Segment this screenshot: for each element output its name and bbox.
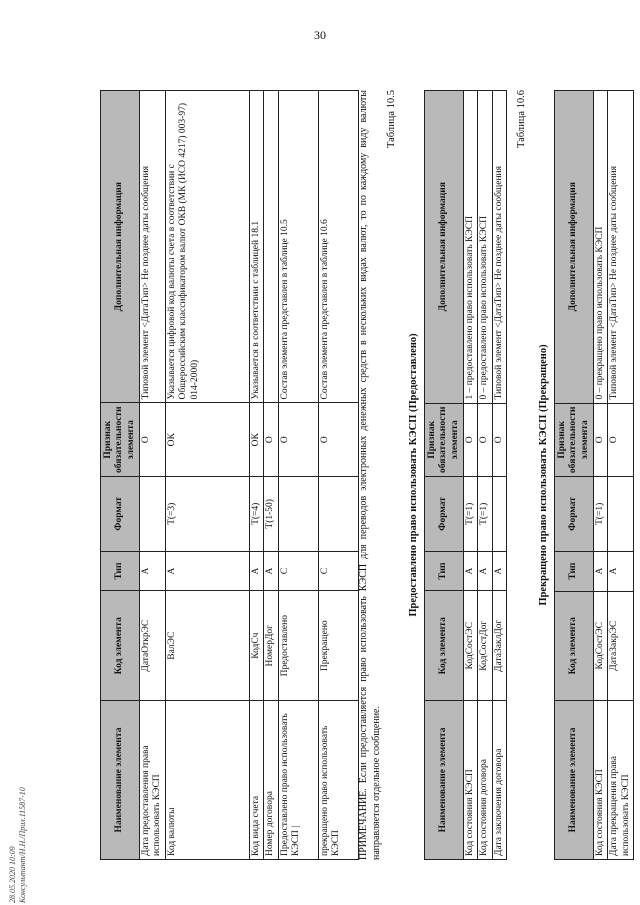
cell-info: Типовой элемент <ДатаТип> Не позднее даты сообщения — [492, 91, 506, 404]
table-row — [249, 91, 263, 860]
cell-info: 0 – прекращено право использовать КЭСП — [594, 91, 608, 404]
cell-code: КодСостЭС — [594, 591, 608, 700]
header-required: Признак обязательности элемента — [555, 403, 594, 477]
cell-name: Код вида счета — [249, 700, 263, 859]
table-row — [140, 91, 166, 860]
cell-type: А — [249, 551, 263, 591]
cell-info: Состав элемента представлен в таблице 10.6 — [318, 91, 358, 403]
cell-type: А — [264, 551, 278, 591]
cell-format — [492, 477, 506, 552]
cell-info: Состав элемента представлен в таблице 10.5 — [278, 91, 318, 403]
table-10-6-label: Таблица 10.6 — [516, 90, 527, 149]
cell-required: О — [318, 403, 358, 477]
header-info: Дополнительная информация — [101, 91, 140, 403]
table-10-5-label: Таблица 10.5 — [386, 90, 397, 149]
cell-name: прекращено право использовать КЭСП — [318, 700, 358, 859]
cell-type: А — [608, 551, 634, 591]
table-row — [264, 91, 278, 860]
main-elements-table — [100, 90, 359, 860]
table-row — [594, 91, 608, 860]
cell-code: НомерДог — [264, 591, 278, 701]
cell-type: А — [478, 551, 492, 591]
cell-type: А — [140, 551, 166, 591]
cell-code: ДатаЗаклДог — [492, 591, 506, 700]
header-code: Код элемента — [101, 591, 140, 701]
header-code: Код элемента — [425, 591, 464, 700]
rotated-page-content — [80, 60, 631, 870]
table-10-6 — [554, 90, 634, 860]
cell-format: Т(=4) — [249, 476, 263, 551]
cell-type: А — [594, 551, 608, 591]
cell-name: Код состояния договора — [478, 700, 492, 859]
header-type: Тип — [101, 551, 140, 591]
header-name: Наименование элемента — [101, 700, 140, 859]
cell-type: С — [278, 551, 318, 591]
note-text: ПРИМЕЧАНИЕ. Если предоставляется право использовать КЭСП для переводов электронных денежных средств в нескольких видах валют, то по каждому виду валюты направляется отдельное сообщение. — [358, 90, 382, 860]
table-row — [492, 91, 506, 860]
table-row — [278, 91, 318, 860]
table-row — [478, 91, 492, 860]
cell-code: ДатаОткрЭС — [140, 591, 166, 701]
cell-info: 0 – предоставлено право использовать КЭСП — [478, 91, 492, 404]
cell-format — [318, 476, 358, 551]
cell-name: Дата предоставления права использовать КЭСП — [140, 700, 166, 859]
cell-required: О — [278, 403, 318, 477]
header-type: Тип — [425, 551, 464, 591]
cell-code: КодСостЭС — [464, 591, 478, 700]
page-number: 30 — [314, 28, 326, 42]
table-row — [165, 91, 249, 860]
document-footer — [8, 787, 28, 905]
table-header-row — [425, 91, 464, 860]
header-format: Формат — [425, 477, 464, 552]
cell-format: Т(=1) — [478, 477, 492, 552]
table-row — [608, 91, 634, 860]
cell-required: ОК — [165, 403, 249, 477]
cell-code: Предоставлено — [278, 591, 318, 701]
header-name: Наименование элемента — [425, 700, 464, 859]
cell-required: О — [140, 403, 166, 477]
cell-code: ВалЭС — [165, 591, 249, 701]
header-name: Наименование элемента — [555, 700, 594, 859]
table-header-row — [101, 91, 140, 860]
cell-name: Код состояния КЭСП — [594, 700, 608, 859]
cell-info — [264, 91, 278, 403]
cell-format — [140, 476, 166, 551]
cell-info: Указывается цифровой код валюты счета в соответствии с Общероссийским классификатором валют ОКВ (МК (ИСО 4217) 003-97) 014-2000) — [165, 91, 249, 403]
cell-format: Т(=1) — [594, 477, 608, 552]
header-info: Дополнительная информация — [555, 91, 594, 404]
header-info: Дополнительная информация — [425, 91, 464, 404]
cell-format: Т(1-50) — [264, 476, 278, 551]
cell-type: А — [165, 551, 249, 591]
cell-info: 1 – предоставлено право использовать КЭСП — [464, 91, 478, 404]
cell-required: О — [608, 403, 634, 477]
cell-info: Типовой элемент <ДатаТип> Не позднее даты сообщения — [140, 91, 166, 403]
cell-name: Код валюты — [165, 700, 249, 859]
cell-required: О — [478, 403, 492, 477]
cell-format: Т(=3) — [165, 476, 249, 551]
table-row — [318, 91, 358, 860]
table-10-5-title: Предоставлено право использовать КЭСП (Предоставлено) — [408, 333, 419, 617]
cell-format — [278, 476, 318, 551]
cell-required: О — [492, 403, 506, 477]
table-row — [464, 91, 478, 860]
cell-code: ДатаЗакрЭС — [608, 591, 634, 700]
cell-required: О — [264, 403, 278, 477]
cell-type: А — [464, 551, 478, 591]
cell-name: Дата прекращения права использовать КЭСП — [608, 700, 634, 859]
cell-required: О — [464, 403, 478, 477]
cell-code: КодСч — [249, 591, 263, 701]
cell-name: Код состояния КЭСП — [464, 700, 478, 859]
cell-code: КодСостДог — [478, 591, 492, 700]
cell-required: О — [594, 403, 608, 477]
cell-required: ОК — [249, 403, 263, 477]
cell-name: Номер договора — [264, 700, 278, 859]
cell-name: Дата заключения договора — [492, 700, 506, 859]
cell-format — [608, 477, 634, 552]
header-required: Признак обязательности элемента — [425, 403, 464, 477]
footer-timestamp: 28.05.2020 10:09 — [8, 846, 17, 903]
cell-code: Прекращено — [318, 591, 358, 701]
table-header-row — [555, 91, 594, 860]
cell-type: С — [318, 551, 358, 591]
header-required: Признак обязательности элемента — [101, 403, 140, 477]
cell-name: Предоставлено право использовать КЭСП | — [278, 700, 318, 859]
table-10-5 — [424, 90, 507, 860]
cell-info: Указывается в соответствии с таблицей 18.1 — [249, 91, 263, 403]
footer-source: Консультант/Н.Н./Прил.11587-10 — [18, 787, 27, 903]
header-type: Тип — [555, 551, 594, 591]
header-code: Код элемента — [555, 591, 594, 700]
cell-type: А — [492, 551, 506, 591]
header-format: Формат — [555, 477, 594, 552]
cell-format: Т(=1) — [464, 477, 478, 552]
cell-info: Типовой элемент <ДатаТип> Не позднее даты сообщения — [608, 91, 634, 404]
table-10-6-title: Прекращено право использовать КЭСП (Прекращено) — [538, 344, 549, 606]
header-format: Формат — [101, 476, 140, 551]
